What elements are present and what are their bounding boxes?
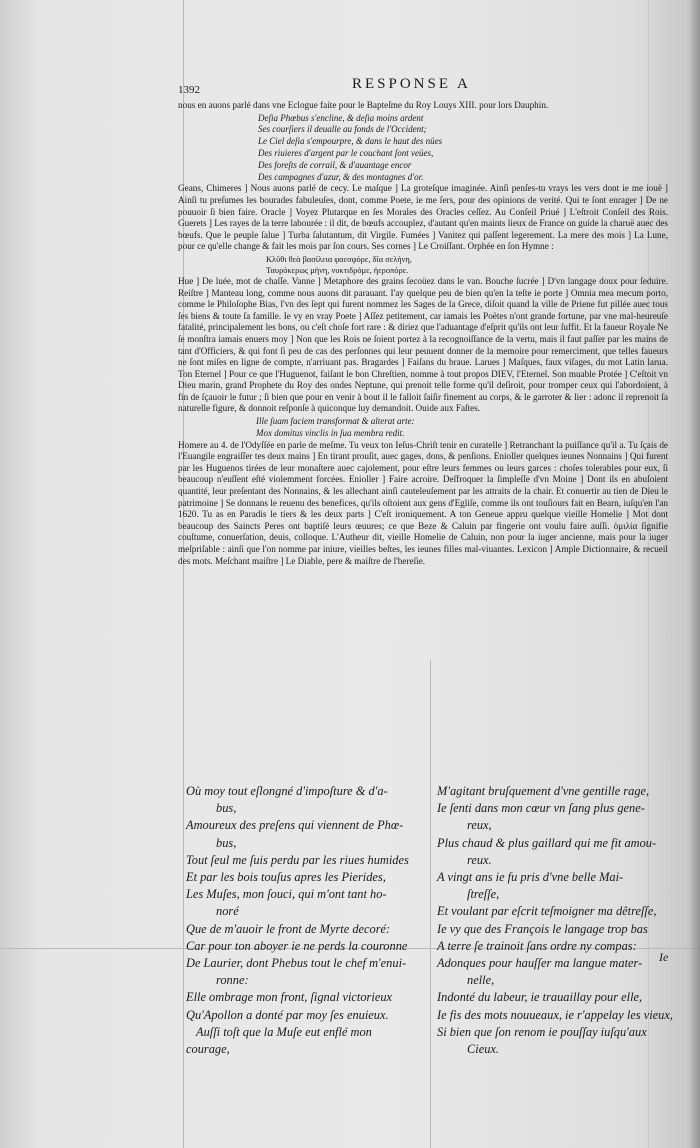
verse-line: Deſia Phœbus s'encline, & deſia moins ardent (258, 112, 424, 123)
poem-line: ſtreſſe, (467, 887, 500, 902)
poem-line: bus, (216, 835, 237, 850)
poem-line: courage, (186, 1042, 230, 1057)
latin-quotation (256, 416, 668, 440)
poem-line: ronne: (216, 973, 249, 988)
poem-line: Adonques pour hauſſer ma langue mater- (437, 956, 643, 971)
poem-line: M'agitant bruſquement d'vne gentille rage, (437, 784, 650, 798)
poem-line: Cieux. (467, 1042, 499, 1057)
poem-line: Amoureux des preſens qui viennent de Phœ- (186, 818, 404, 833)
column-divider (430, 660, 431, 1148)
greek-quotation (266, 254, 668, 276)
poem-line: reux. (467, 852, 492, 867)
verse-line: Des riuieres d'argent par le couchant ſont veües, (258, 147, 434, 158)
poem-line: Et voulant par eſcrit teſmoigner ma dêtreſſe, (437, 904, 657, 919)
poem-line: Qu'Apollon a donté par moy ſes enuieux. (186, 1007, 389, 1022)
greek-line: Κλῦθι θεὰ βασίλεια φαεσφόρε, δῖα σελήνη, (266, 254, 412, 264)
poem-line: A vingt ans ie fu pris d'vne belle Mai- (437, 870, 624, 885)
page-number: 1392 (178, 84, 200, 96)
poem-line: Car pour ton aboyer ie ne perds la couronne (186, 938, 408, 953)
poem-line: nelle, (467, 973, 495, 988)
poem-line: Ie ſenti dans mon cœur vn ſang plus gene- (437, 801, 645, 816)
verse-line: Des foreſts de corrail, & d'auantage encor (258, 159, 412, 170)
commentary-paragraph: nous en auons parlé dans vne Eclogue faite pour le Bapteſme du Roy Louys XIII. pour lors Dauphin. (178, 100, 549, 110)
poem-line: Que de m'auoir le front de Myrte decoré: (186, 921, 391, 936)
poem-line: Tout ſeul me ſuis perdu par les riues humides (186, 852, 409, 867)
quoted-verse (258, 113, 668, 184)
poem-left-column (186, 783, 426, 1058)
poem-line: Ie vy que des François le langage trop bas (437, 921, 648, 936)
greek-line: Ταυρόκερως μήνη, νυκτιδρόμε, ἠεροπόρε. (266, 265, 409, 275)
catchword: Ie (659, 950, 669, 964)
poem-line: A terre ſe trainoit ſans ordre ny compas: (437, 938, 637, 953)
running-head: RESPONSE A (352, 76, 471, 92)
poem-line: Où moy tout eſlongné d'impoſture & d'a- (186, 784, 388, 798)
poem-right-column (437, 783, 673, 1058)
poem-line: Elle ombrage mon front, ſignal victorieux (186, 990, 393, 1005)
poem-line: De Laurier, dont Phebus tout le chef m'enui- (186, 956, 407, 971)
commentary-block (178, 100, 668, 568)
poem-line: bus, (216, 801, 237, 816)
poem-line: Ie fis des mots nouueaux, ie r'appelay les vieux, (437, 1007, 673, 1022)
verse-line: Ses courſiers il deualle au fonds de l'Occident; (258, 124, 427, 135)
poem-line: noré (216, 904, 239, 919)
commentary-paragraph: Hue ] De luée, mot de chaſſe. Vanne ] Metaphore des grains ſecoüez dans le van. Bouche ſucrée ] D'vn langage doux pour ſeduire. Reiſtre ] Manteau long, comme nous auons dit parauant. I'ay quelque peu de bien qu'en la teſte ie porte ] Omnia mea mecum porto, comme le Philoſophe Bias, l'vn des ſept qui furent nommez les Sages de la Grece, diſoit quand la ville de Priene fut pillée auec tous ſes biens & toute ſa famille. Ie vy en vray Poete ] Aſſez petitement, car iamais les Poëtes n'ont grande fortune, par vne mal-heureuſe fatalité, principalement les bons, ou c'eſt choſe fort rare : & diriez que l'aduantage d'eſprit qu'ils ont leur ſuffit. Et la faueur Royale Ne ſe monſtra iamais enuers moy ] Non que les Rois ne ſoient portez à la recognoiſſance de la vertu, mais il faut paſſer par les mains de tant d'Officiers, & qui font ſi peu de cas des perſonnes qui leur peuuent donner de la memoire pour remerciment, que telles faueurs ne ſont miſes en ligne de compte, n'arriuant pas. Bragardes ] Faiſans du braue. Larues ] Maſques, faux viſages, du mot Latin larua. Ton Eternel ] Pour ce que l'Huguenot, faiſant le bon Chreſtien, nomme à tout propos DIEV, l'Eternel. Son muable Protée ] C'eſtoit vn Dieu marin, grand Prophete du Roy des ondes Neptune, qui prenoit telle forme qu'il deſiroit, pour tromper ceux qui l'abordoient, à fin de ſçauoir le futur ; ſi bien que pour en venir à bout il le falloit ſaiſir finement au corps, & le garroter & lier : adonc il reprenoit ſa naturelle figure, & donnoit reſponſe à quiconque luy demandoit. Ouide aux Faſtes. (178, 275, 668, 414)
poem-line: Plus chaud & plus gaillard qui me fit amou- (437, 835, 657, 850)
verse-line: Le Ciel deſia s'empourpre, & dans le haut des nües (258, 136, 443, 147)
commentary-paragraph: Geans, Chimeres ] Nous auons parlé de cecy. Le maſque ] La groteſque imaginée. Ainſi penſes-tu vrays les vers dont ie me iouë ] Ainſi tu preſumes les bourades fabuleuſes, dont, comme Poete, ie me ſers, pour des opinions de verité. Qui te ſont enrager ] De ne pouuoir ſi bien faire. Oracle ] Voyez Plutarque en ſes Morales des Oracles ceſſez. Au Conſeil Priué ] L'eſtroit Conſeil des Rois. Guerets ] Les rayes de la terre labourée : il dit, de bœufs accouplez, d'autant qu'en maints lieux de France on guide la charuë auec des bœufs. Que le peuple ſalue ] Turba ſalutantum, dit Virgile. Fumées ] Vanitez qui paſſent legerement. La mere des mois ] La Lune, pour ce qu'elle change & fait les mois par ſon cours. Ses cornes ] Le Croiſſant. Orphée en ſon Hymne : (178, 183, 668, 252)
verse-line: Des campagnes d'azur, & des montagnes d'or. (258, 171, 424, 182)
poem-line: Les Muſes, mon ſouci, qui m'ont tant ho- (186, 887, 387, 902)
poem-line: Et par les bois touſus apres les Pierides, (186, 870, 386, 885)
poem-line: Indonté du labeur, ie trauaillay pour elle, (437, 990, 643, 1005)
poem-line: Si bien que ſon renom ie pouſſay iuſqu'aux (437, 1024, 647, 1039)
verse-line: Mox domitus vinclis in ſua membra redit. (256, 427, 405, 438)
page-edge-shadow (688, 0, 700, 1148)
poem-line: Auſſi toſt que la Muſe eut enflé mon (196, 1024, 372, 1039)
commentary-paragraph: Homere au 4. de l'Odyſſée en parle de meſme. Tu veux ton Ieſus-Chriſt tenir en curatelle ] Retranchant la puiſſance qu'il a. Tu ſçais de l'Euangile engraiſſer tes deux mains ] En tirant prouſit, auec gages, dons, & penſions. Enioller quelques ieunes Nonnains ] Qui furent par les Huguenos tirées de leur monaſtere auec cajolement, pour eſtre leurs femmes ou leurs garces : choſes tolerables pour eux, ſi beaucoup n'euſſent eſté violemment forcées. Enioller ] Faire acroire. Deſfroquer la ſimpleſſe d'vn Moine ] Dont ils en abuſoient quantité, leur preſentant des Nonnains, & les allechant ainſi cauteleuſement par les attraits de la chair. Et conuertir au tien de Dieu le patrimoine ] Se donnans le reuenu des benefices, qu'ils oſtoient aux gens d'Egliſe, comme ils ont touſiours fait en Bearn, iuſqu'en l'an 1620. Tu as en Paradis le tiers & les deux parts ] C'eſt ironiquement. A ton Geneue appru quelque vieille Homelie ] Mot dont beaucoup des Saincts Peres ont baptiſé leurs œuures; ce que Beze & Caluin par fingerie ont voulu faire auſſi. ὁμιλία ſignifie couſtume, conuerſation, deuis, colloque. L'Autheur dit, vieille Homelie de Caluin, non pour la iuger ancienne, mais pour la iuger meſpriſable : ainſi que l'on nomme par iniure, vieilles beſtes, les ieunes filles mal-viuantes. Lexicon ] Ample Dictionnaire, & recueil des mots. Meſchant maiſtre ] Le Diable, pere & maiſtre de l'hereſie. (178, 439, 668, 566)
poem-line: reux, (467, 818, 492, 833)
verse-line: Ille ſuam faciem transformat & alterat arte: (256, 416, 415, 427)
